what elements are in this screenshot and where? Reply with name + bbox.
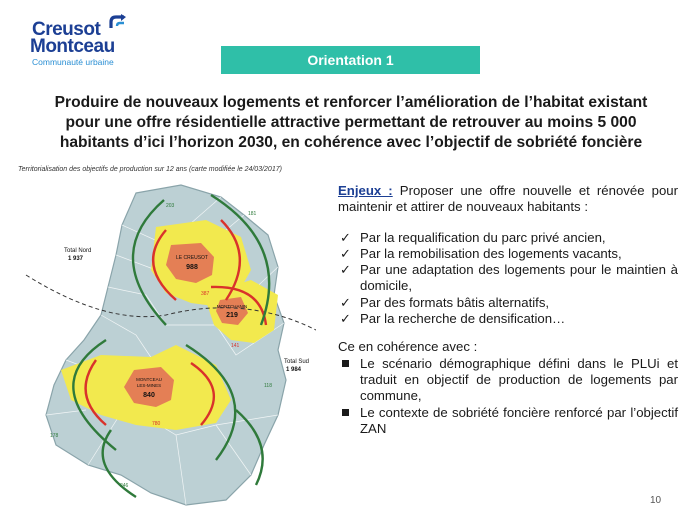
list-item	[338, 246, 678, 262]
arc-value: 118	[264, 383, 272, 389]
enjeux-label: Enjeux :	[338, 183, 393, 198]
list-item	[338, 262, 678, 295]
territory-map	[16, 175, 316, 515]
list-item-text: Le scénario démographique défini dans le PLUi et traduit en objectif de production de logements par commune,	[360, 355, 678, 404]
title-line-3: habitants d’ici l’horizon 2030, en cohérence avec l’objectif de sobriété foncière	[59, 134, 643, 151]
list-item	[338, 295, 678, 311]
list-item-text: Par la remobilisation des logements vacants,	[360, 245, 622, 261]
square-bullet-icon	[342, 360, 349, 367]
montceau-label-1: MONTCEAU	[136, 377, 162, 382]
logo	[30, 20, 140, 70]
list-item	[338, 230, 678, 246]
slide-title	[12, 93, 690, 153]
square-bullet-icon	[342, 409, 349, 416]
enjeux-paragraph	[338, 183, 678, 216]
list-item-text: Le contexte de sobriété foncière renforcé par l’objectif ZAN	[360, 404, 678, 436]
total-sud-value: 1 984	[286, 367, 302, 373]
content-text	[338, 183, 678, 437]
orientation-label: Orientation 1	[307, 52, 394, 68]
arc-value: 203	[166, 203, 175, 209]
arc-value: 780	[152, 421, 161, 427]
total-nord-label: Total Nord	[64, 248, 92, 254]
title-line-1: Produire de nouveaux logements et renforcer l’amélioration de l’habitat existant	[54, 94, 648, 111]
title-line-2: pour une offre résidentielle attractive permettant de retrouver au moins 5 000	[65, 114, 637, 131]
map-caption: Territorialisation des objectifs de production sur 12 ans (carte modifiée le 24/03/2017)	[18, 166, 282, 173]
montceau-label-2: LES-MINES	[136, 383, 162, 388]
list-item-text: Par la requalification du parc privé ancien,	[360, 229, 606, 245]
arc-value: 181	[248, 211, 257, 217]
logo-line-3: Communauté urbaine	[32, 57, 114, 67]
coherence-list	[338, 356, 678, 437]
montchanin-value: 219	[226, 312, 238, 319]
page-number: 10	[650, 495, 662, 506]
montceau-value: 840	[143, 392, 155, 399]
checkmark-icon: ✓	[340, 294, 352, 310]
enjeux-list	[338, 230, 678, 328]
list-item	[338, 356, 678, 405]
list-item	[338, 405, 678, 438]
list-item-text: Par des formats bâtis alternatifs,	[360, 294, 550, 310]
orientation-banner	[221, 46, 480, 74]
le-creusot-value: 988	[186, 264, 198, 271]
list-item	[338, 311, 678, 327]
list-item-text: Par la recherche de densification…	[360, 311, 566, 327]
coherence-intro: Ce en cohérence avec :	[338, 339, 478, 355]
logo-line-1: Creusot	[32, 19, 101, 40]
arc-value: 246	[120, 483, 129, 489]
total-sud-label: Total Sud	[284, 359, 310, 365]
checkmark-icon: ✓	[340, 229, 352, 245]
enjeux-intro: Proposer une offre nouvelle et rénovée pour maintenir et attirer de nouveaux habitants :	[338, 183, 679, 215]
checkmark-icon: ✓	[340, 245, 352, 261]
le-creusot-label: LE CREUSOT	[176, 255, 208, 261]
total-nord-value: 1 937	[68, 256, 84, 262]
logo-line-2: Montceau	[30, 36, 115, 57]
list-item-text: Par une adaptation des logements pour le maintien à domicile,	[360, 262, 678, 294]
logo-mark-icon	[107, 14, 129, 38]
arc-value: 178	[50, 433, 59, 439]
montchanin-label: MONTCHANIN	[216, 304, 248, 309]
checkmark-icon: ✓	[340, 311, 352, 327]
arc-value: 141	[231, 343, 240, 349]
checkmark-icon: ✓	[340, 262, 352, 278]
arc-value: 387	[201, 291, 210, 297]
